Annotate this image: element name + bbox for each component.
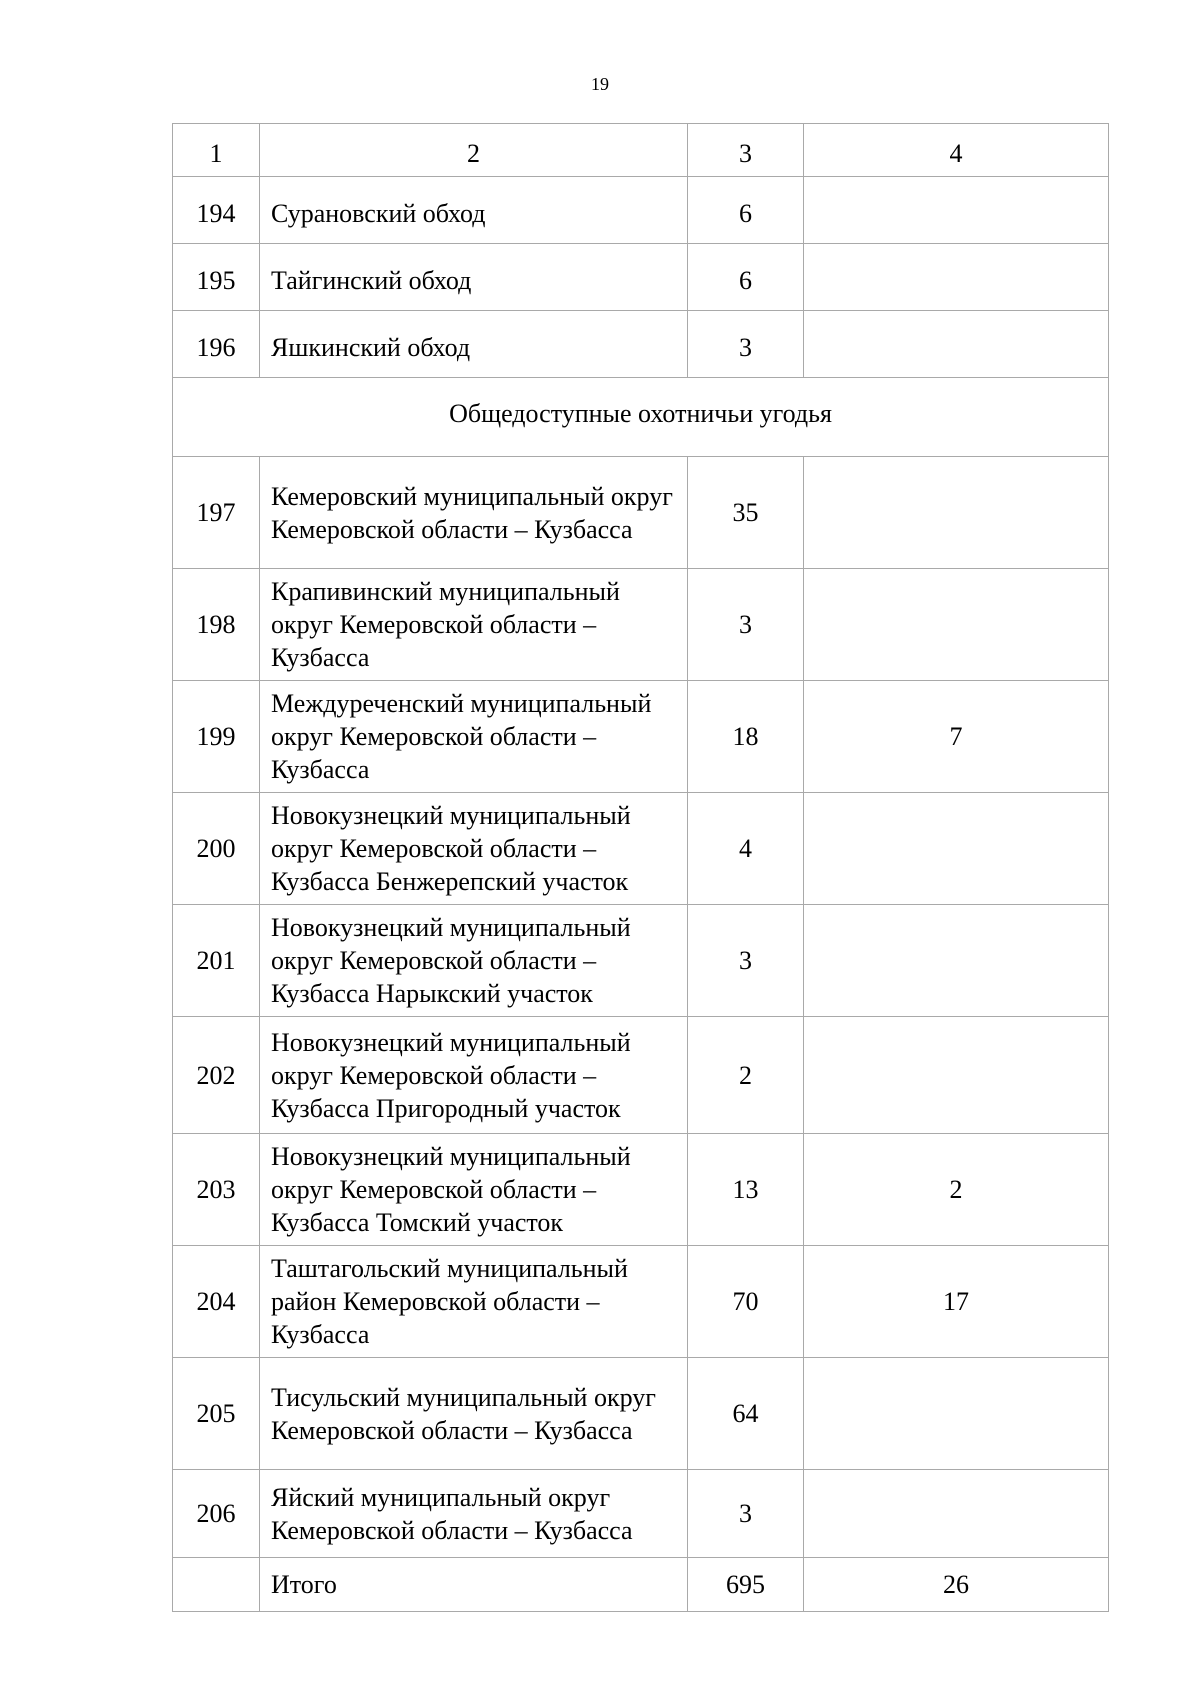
row-name: Новокузнецкий муниципальный округ Кемеровской области – Кузбасса Пригородный участок — [260, 1017, 688, 1134]
table-row — [173, 457, 1109, 569]
row-value: 18 — [688, 681, 804, 793]
row-number: 197 — [173, 457, 260, 569]
row-value: 3 — [688, 905, 804, 1017]
row-extra — [804, 1017, 1109, 1134]
row-number: 204 — [173, 1246, 260, 1358]
row-number: 199 — [173, 681, 260, 793]
hunting-grounds-table — [172, 123, 1109, 1612]
row-value: 64 — [688, 1358, 804, 1470]
row-name: Междуреченский муниципальный округ Кемеровской области – Кузбасса — [260, 681, 688, 793]
row-name: Тайгинский обход — [260, 244, 688, 311]
total-extra: 26 — [804, 1558, 1109, 1612]
table-row — [173, 1017, 1109, 1134]
table-row — [173, 905, 1109, 1017]
row-value: 6 — [688, 244, 804, 311]
row-value: 70 — [688, 1246, 804, 1358]
column-number-2: 2 — [260, 124, 688, 177]
table-row — [173, 1246, 1109, 1358]
row-number: 201 — [173, 905, 260, 1017]
row-name: Тисульский муниципальный округ Кемеровской области – Кузбасса — [260, 1358, 688, 1470]
row-extra — [804, 569, 1109, 681]
row-number: 200 — [173, 793, 260, 905]
table-row — [173, 311, 1109, 378]
table-row — [173, 177, 1109, 244]
row-number: 202 — [173, 1017, 260, 1134]
row-extra — [804, 1470, 1109, 1558]
page-number: 19 — [591, 74, 609, 94]
row-value: 4 — [688, 793, 804, 905]
row-number: 205 — [173, 1358, 260, 1470]
row-name: Яйский муниципальный округ Кемеровской области – Кузбасса — [260, 1470, 688, 1558]
table-row — [173, 1134, 1109, 1246]
column-number-3: 3 — [688, 124, 804, 177]
row-name: Новокузнецкий муниципальный округ Кемеровской области – Кузбасса Бенжерепский участок — [260, 793, 688, 905]
table-row — [173, 244, 1109, 311]
row-value: 6 — [688, 177, 804, 244]
row-number: 194 — [173, 177, 260, 244]
total-number — [173, 1558, 260, 1612]
column-number-4: 4 — [804, 124, 1109, 177]
row-value: 3 — [688, 1470, 804, 1558]
row-extra — [804, 244, 1109, 311]
total-value: 695 — [688, 1558, 804, 1612]
row-extra — [804, 1358, 1109, 1470]
row-extra: 17 — [804, 1246, 1109, 1358]
row-extra — [804, 311, 1109, 378]
row-name: Сурановский обход — [260, 177, 688, 244]
total-row — [173, 1558, 1109, 1612]
row-number: 206 — [173, 1470, 260, 1558]
row-value: 3 — [688, 569, 804, 681]
row-number: 195 — [173, 244, 260, 311]
row-number: 196 — [173, 311, 260, 378]
row-value: 35 — [688, 457, 804, 569]
row-value: 13 — [688, 1134, 804, 1246]
row-name: Крапивинский муниципальный округ Кемеровской области – Кузбасса — [260, 569, 688, 681]
row-extra — [804, 905, 1109, 1017]
section-row — [173, 378, 1109, 457]
row-name: Новокузнецкий муниципальный округ Кемеровской области – Кузбасса Томский участок — [260, 1134, 688, 1246]
row-extra — [804, 793, 1109, 905]
row-extra — [804, 457, 1109, 569]
table-row — [173, 793, 1109, 905]
row-extra — [804, 177, 1109, 244]
table-row — [173, 1470, 1109, 1558]
table-row — [173, 569, 1109, 681]
section-title: Общедоступные охотничьи угодья — [173, 378, 1109, 457]
row-value: 3 — [688, 311, 804, 378]
row-number: 198 — [173, 569, 260, 681]
row-name: Таштагольский муниципальный район Кемеровской области – Кузбасса — [260, 1246, 688, 1358]
column-number-1: 1 — [173, 124, 260, 177]
column-number-row — [173, 124, 1109, 177]
row-number: 203 — [173, 1134, 260, 1246]
row-extra: 2 — [804, 1134, 1109, 1246]
row-extra: 7 — [804, 681, 1109, 793]
row-name: Яшкинский обход — [260, 311, 688, 378]
row-name: Новокузнецкий муниципальный округ Кемеровской области – Кузбасса Нарыкский участок — [260, 905, 688, 1017]
table-row — [173, 1358, 1109, 1470]
row-name: Кемеровский муниципальный округ Кемеровской области – Кузбасса — [260, 457, 688, 569]
row-value: 2 — [688, 1017, 804, 1134]
table-row — [173, 681, 1109, 793]
total-label: Итого — [260, 1558, 688, 1612]
